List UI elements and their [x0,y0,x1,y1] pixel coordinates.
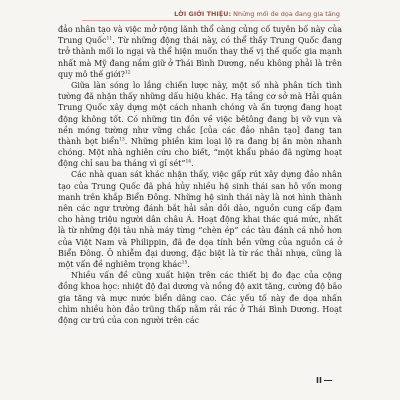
header-title: Những mối đe dọa đang gia tăng [233,10,340,18]
body-text [58,24,342,326]
footnote-ref: 12 [124,70,131,76]
page-number [316,376,332,385]
page-number-bar [324,380,332,382]
paragraph-text: Giữa làn sóng lo lắng chiến lược này, một số nhà phân tích tình tường đã nhận thấy những dấu hiệu khác. Hạ tầng cơ sở mà Hải quân Trung Quốc xây dựng một cách nhanh chóng và ấn tượng đang hoạt động không tốt. Có những tin đồn về việc bêtông đang bị vỡ vụn và nền móng tường như vững chắc [của các đảo nhân tạo] đang tan thành bọt biển [58,80,342,146]
paragraph-text: . [187,259,190,269]
page-number-text: II [316,376,322,385]
header-section: LỜI GIỚI THIỆU: [174,10,232,18]
paragraph [58,24,342,80]
footnote-ref: 11 [106,36,113,42]
footnote-ref: 15 [181,260,188,266]
paragraph-text: . Những phiền kim loại lộ ra đang bị ăn mòn nhanh chóng. Một nhà nghiên cứu cho biết, “một khẩu pháo đã ngừng hoạt động chỉ sau ba tháng vì gỉ sét” [58,136,342,169]
footnote-ref: 13 [119,137,125,143]
paragraph-text: đảo nhân tạo và việc mở rộng lãnh thổ càng củng cố tuyên bố này của Trung Quốc [58,25,342,46]
paragraph-text: Các nhà quan sát khác nhận thấy, việc gấp rút xây dựng đảo nhân tạo của Trung Quốc đã phá hủy nhiều hệ sinh thái san hô vốn mong manh trên khắp Biển Đông. Những hệ sinh thái này là nơi hình thành nên các ngư trường đánh bắt hải sản dồi dào, nguồn cung cấp đạm cho hàng triệu người dân châu Á. Hoạt động khai thác quá mức, nhất là từ những đội tàu nhà máy từng “chèn ép” các tàu đánh cá nhỏ hơn của Việt Nam và Philippin, đã đe dọa tính bền vững của nguồn cá ở Biển Đông. Ô nhiễm đại dương, đặc biệt là từ rác thải nhựa, cũng là một vấn đề nghiêm trọng khác [58,170,342,269]
paragraph-text: . Từ những động thái này, có thể thấy Trung Quốc đang trở thành mối lo ngại và thể hiện muốn thay thế vị thế quốc gia mạnh nhất mà Mỹ đang nắm giữ ở Thái Bình Dương, nếu không phải là trên quy mô thế giới? [58,36,342,79]
paragraph: Giữa làn sóng lo lắng chiến lược này, một số nhà phân tích tình tường đã nhận thấy những dấu hiệu khác. Hạ tầng cơ sở mà Hải quân Trung Quốc xây dựng một cách nhanh chóng và ấn tượng đang hoạt động không tốt. Có những tin đồn về việc bêtông đang bị vỡ vụn và nền móng tường như vững chắc [của các đảo nhân tạo] đang tan thành bọt biển$^{13}$. Những phiền kim loại lộ ra đang bị ăn mòn nhanh chóng. Một nhà nghiên cứu cho biết, “một khẩu pháo đã ngừng hoạt động chỉ sau ba tháng vì gỉ sét”$^{14}$. [58,80,342,169]
paragraph [58,169,342,270]
paragraph-text: Nhiều vấn đề cũng xuất hiện trên các thiết bị đo đạc của cộng đồng khoa học: nhiệt độ đại dương và nồng độ axit tăng, cường độ bão gia tăng và mực nước biển dâng cao. Các yếu tố này đe dọa nhấn chìm nhiều hòn đảo trũng thấp nằm rải rác ở Thái Bình Dương. Hoạt động cư trú của con người trên các [58,271,342,325]
running-header [82,8,340,21]
footnote-ref: 14 [185,159,192,165]
paragraph [58,270,342,326]
